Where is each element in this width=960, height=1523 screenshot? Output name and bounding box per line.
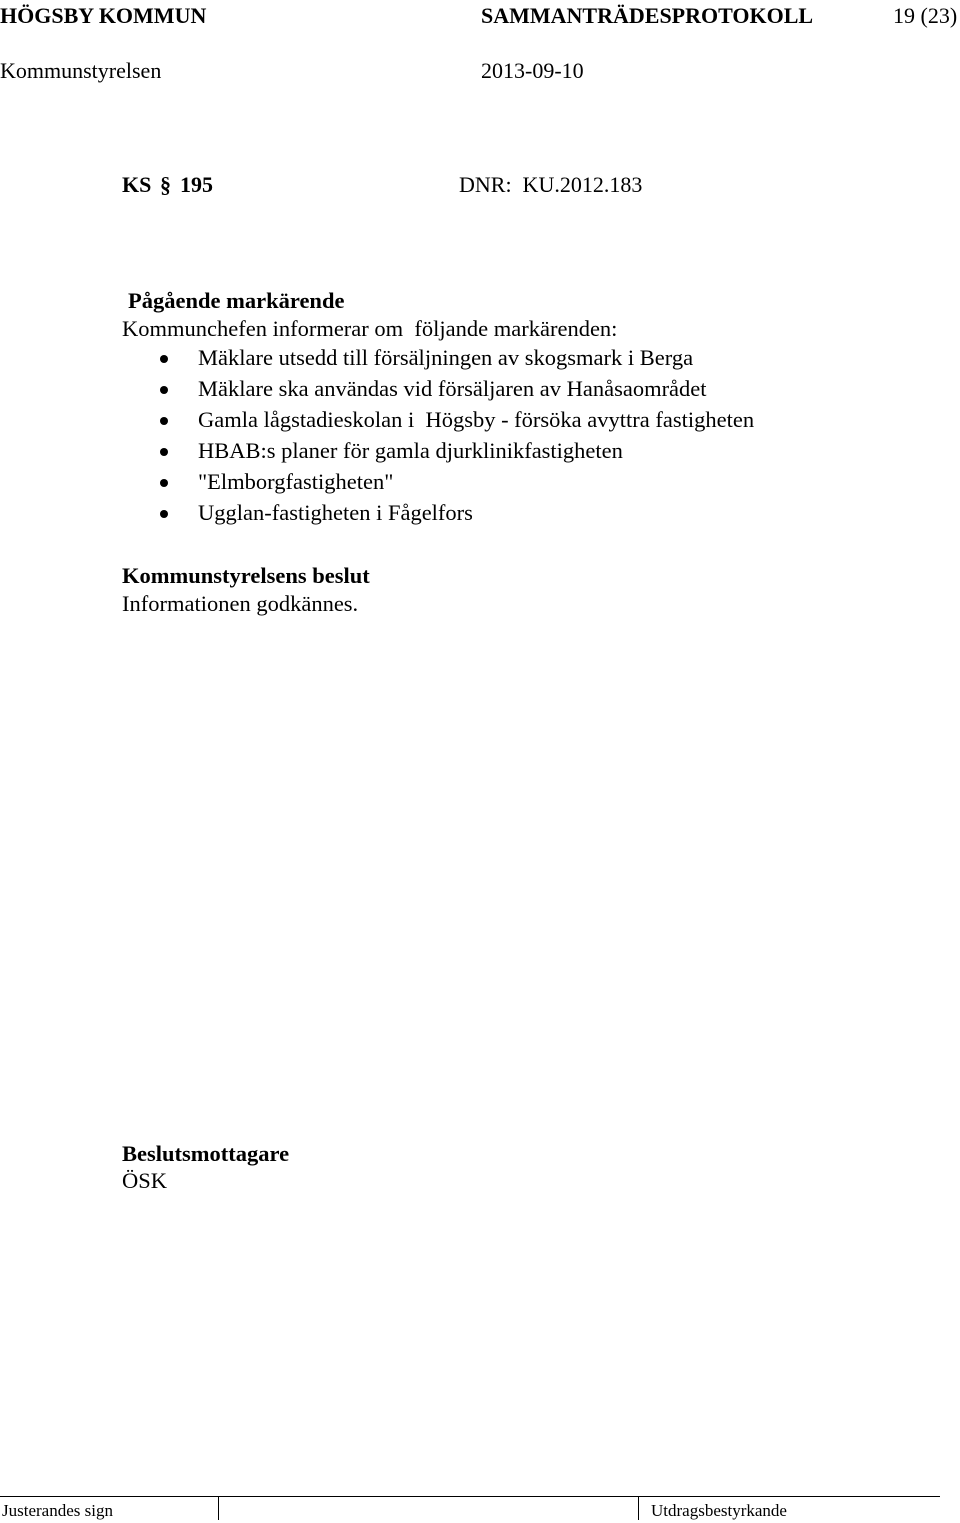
bullet-icon xyxy=(160,510,168,518)
page-number: 19 (23) xyxy=(893,3,958,28)
utdragsbestyrkande-label: Utdragsbestyrkande xyxy=(651,1501,787,1520)
decision-heading: Kommunstyrelsens beslut xyxy=(122,563,370,588)
recipients-heading: Beslutsmottagare xyxy=(122,1141,290,1166)
section-number: 195 xyxy=(180,172,213,197)
committee-name: Kommunstyrelsen xyxy=(0,58,162,83)
list-item-text: Ugglan-fastigheten i Fågelfors xyxy=(198,500,473,525)
municipality-name: HÖGSBY KOMMUN xyxy=(0,3,207,28)
ks-label: KS xyxy=(122,172,152,197)
section-sign-icon: § xyxy=(160,172,171,197)
signature-box-divider xyxy=(638,1496,639,1520)
signature-box-divider xyxy=(218,1496,219,1520)
dnr-reference: DNR: KU.2012.183 xyxy=(459,172,643,197)
footer-divider xyxy=(0,1496,940,1497)
decision-text: Informationen godkännes. xyxy=(122,591,359,616)
justerandes-sign-label: Justerandes sign xyxy=(2,1501,113,1520)
list-item-text: Mäklare utsedd till försäljningen av skogsmark i Berga xyxy=(198,345,694,370)
bullet-icon xyxy=(160,355,168,363)
bullet-icon xyxy=(160,417,168,425)
meeting-date: 2013-09-10 xyxy=(481,58,584,83)
recipients-list: ÖSK xyxy=(122,1168,168,1193)
item-heading: Pågående markärende xyxy=(128,288,345,313)
bullet-icon xyxy=(160,479,168,487)
list-item-text: Mäklare ska användas vid försäljaren av Hanåsaområdet xyxy=(198,376,707,401)
bullet-icon xyxy=(160,448,168,456)
item-intro: Kommunchefen informerar om följande markärenden: xyxy=(122,316,618,341)
list-item-text: "Elmborgfastigheten" xyxy=(198,469,394,494)
list-item-text: HBAB:s planer för gamla djurklinikfastigheten xyxy=(198,438,623,463)
bullet-icon xyxy=(160,386,168,394)
list-item-text: Gamla lågstadieskolan i Högsby - försöka avyttra fastigheten xyxy=(198,407,755,432)
document-type: SAMMANTRÄDESPROTOKOLL xyxy=(481,3,814,28)
